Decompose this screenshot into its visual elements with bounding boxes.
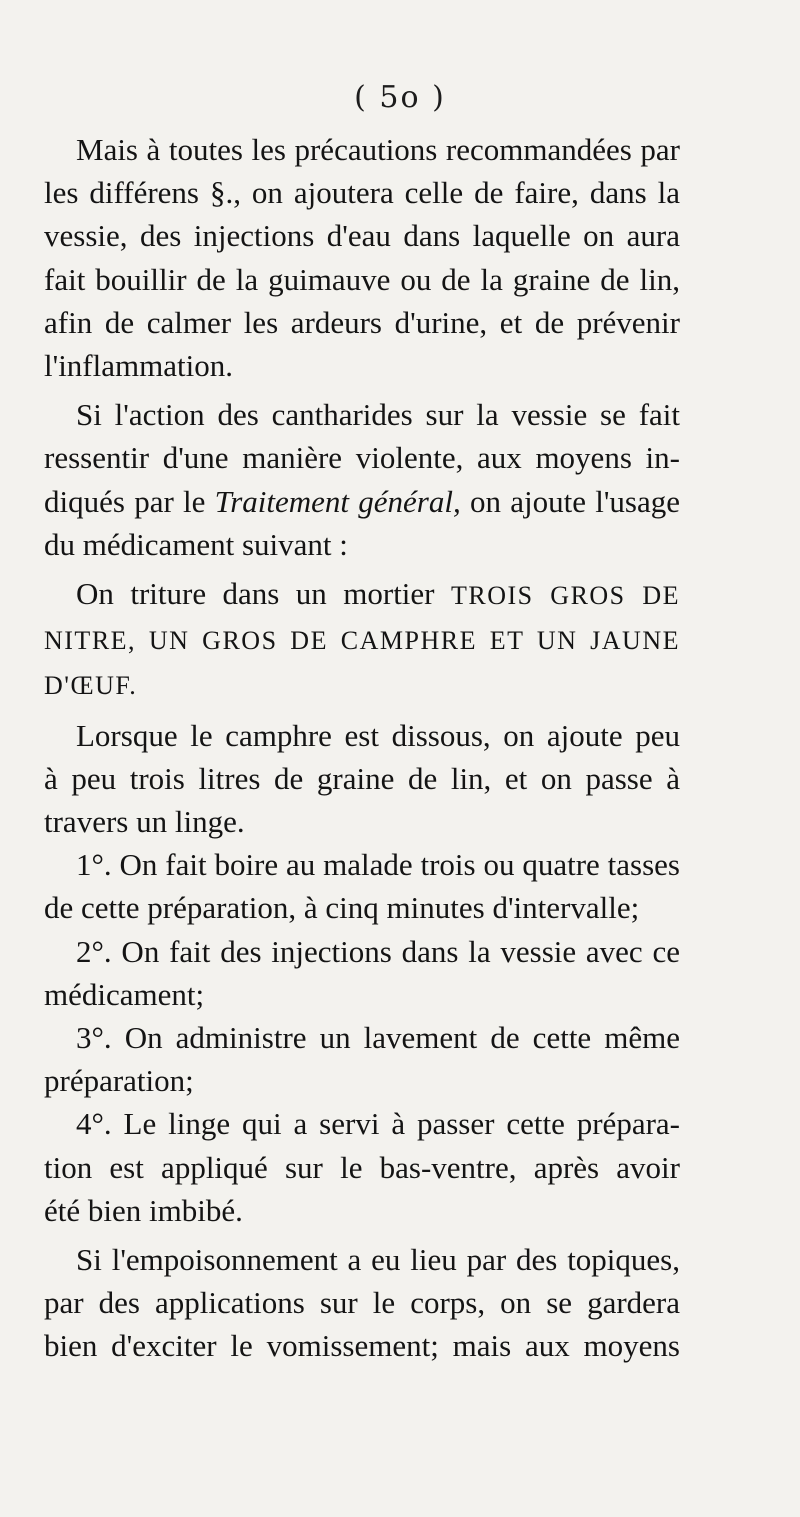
- text-line: Lorsque le camphre est dissous, on ajoute peu: [76, 717, 680, 753]
- text-line: travers un linge.: [44, 804, 245, 840]
- text-line-mixed: [44, 480, 680, 523]
- text-line: de cette préparation, à cinq minutes d'intervalle;: [44, 890, 640, 926]
- text-line: Si l'action des cantharides sur la vessie se fait: [76, 397, 680, 433]
- paragraph-4: [44, 714, 680, 844]
- list-item-4: [44, 1102, 680, 1232]
- text-line: tion est appliqué sur le bas-ventre, après avoir: [44, 1149, 680, 1185]
- text-line: [44, 617, 680, 662]
- small-caps-text: TROIS GROS DE: [450, 581, 681, 611]
- text-line: vessie, des injections d'eau dans laquelle on aura: [44, 218, 680, 254]
- text-line: les différens §., on ajoutera celle de faire, dans la: [44, 175, 680, 211]
- text-line: bien d'exciter le vomissement; mais aux moyens: [44, 1328, 680, 1364]
- text-line: [44, 662, 680, 707]
- text-line: 1°. On fait boire au malade trois ou quatre tasses: [76, 847, 680, 883]
- text-line: afin de calmer les ardeurs d'urine, et de prévenir: [44, 304, 680, 340]
- text-line: par des applications sur le corps, on se gardera: [44, 1285, 680, 1321]
- text-segment: on ajoute l'usage: [469, 483, 681, 519]
- text-line-mixed: [44, 572, 680, 617]
- text-line: Si l'empoisonnement a eu lieu par des topiques,: [76, 1242, 680, 1278]
- text-line: été bien imbibé.: [44, 1192, 243, 1228]
- text-line: 2°. On fait des injections dans la vessie avec ce: [76, 933, 680, 969]
- paragraph-9: [44, 1238, 680, 1368]
- text-line: 4°. Le linge qui a servi à passer cette prépara-: [76, 1106, 680, 1142]
- text-segment: diqués par le: [44, 483, 206, 519]
- text-line: médicament;: [44, 976, 205, 1012]
- list-item-1: [44, 843, 680, 929]
- italic-title: Traitement général,: [214, 483, 461, 519]
- paragraph-3: [44, 572, 680, 708]
- page-number: ( 5o ): [354, 80, 446, 115]
- paragraph-2: [44, 393, 680, 566]
- text-line: préparation;: [44, 1063, 194, 1099]
- text-line: du médicament suivant :: [44, 526, 348, 562]
- small-caps-text: D'ŒUF.: [44, 671, 138, 701]
- text-line: ressentir d'une manière violente, aux moyens in-: [44, 440, 680, 476]
- text-line: à peu trois litres de graine de lin, et on passe à: [44, 760, 680, 796]
- paragraph-1: [44, 128, 680, 387]
- list-item-3: [44, 1016, 680, 1102]
- text-line: 3°. On administre un lavement de cette même: [76, 1020, 680, 1056]
- body-text: [44, 128, 680, 1368]
- list-item-2: [44, 930, 680, 1016]
- text-line: l'inflammation.: [44, 348, 233, 384]
- text-segment: On triture dans un mortier: [76, 576, 435, 612]
- small-caps-text: NITRE, UN GROS DE CAMPHRE ET UN JAUNE: [44, 626, 680, 656]
- text-line: Mais à toutes les précautions recommandées par: [76, 132, 680, 167]
- text-line: fait bouillir de la guimauve ou de la graine de lin,: [44, 261, 680, 297]
